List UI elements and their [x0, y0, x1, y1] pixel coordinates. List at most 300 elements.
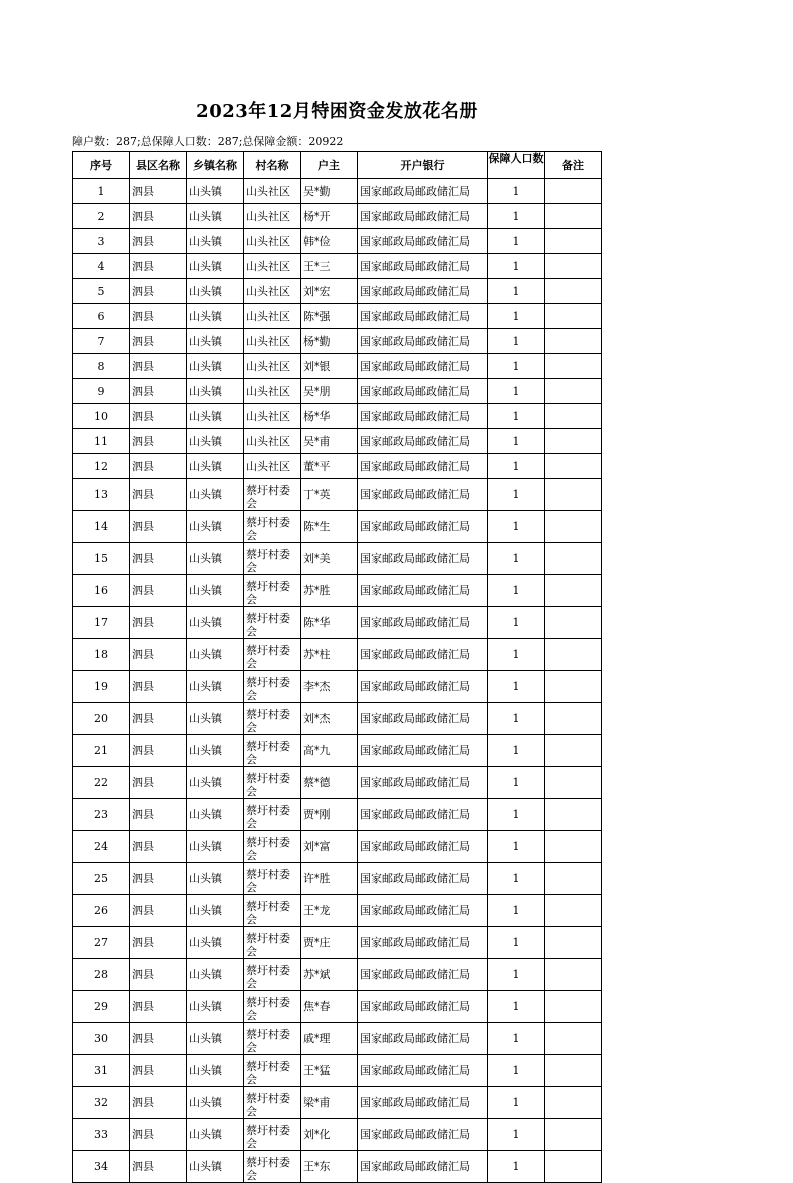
index-cell: 30	[73, 1023, 130, 1055]
householder-cell: 刘*富	[301, 831, 358, 863]
population-cell: 1	[488, 511, 545, 543]
population-cell: 1	[488, 543, 545, 575]
county-cell: 泗县	[130, 767, 187, 799]
town-cell: 山头镇	[187, 895, 244, 927]
town-cell: 山头镇	[187, 329, 244, 354]
remarks-cell	[545, 229, 602, 254]
county-cell: 泗县	[130, 511, 187, 543]
bank-cell: 国家邮政局邮政储汇局	[358, 1023, 488, 1055]
population-cell: 1	[488, 254, 545, 279]
village-cell: 蔡圩村委会	[244, 671, 301, 703]
town-cell: 山头镇	[187, 304, 244, 329]
town-cell: 山头镇	[187, 404, 244, 429]
remarks-cell	[545, 959, 602, 991]
householder-cell: 蔡*德	[301, 767, 358, 799]
town-cell: 山头镇	[187, 959, 244, 991]
householder-cell: 吴*勤	[301, 179, 358, 204]
population-cell: 1	[488, 671, 545, 703]
bank-cell: 国家邮政局邮政储汇局	[358, 799, 488, 831]
householder-cell: 高*九	[301, 735, 358, 767]
village-cell: 蔡圩村委会	[244, 1119, 301, 1151]
householder-cell: 刘*化	[301, 1119, 358, 1151]
householder-cell: 董*平	[301, 454, 358, 479]
county-cell: 泗县	[130, 404, 187, 429]
county-cell: 泗县	[130, 575, 187, 607]
index-cell: 2	[73, 204, 130, 229]
index-cell: 25	[73, 863, 130, 895]
table-header-row	[73, 152, 602, 179]
town-cell: 山头镇	[187, 429, 244, 454]
village-cell: 蔡圩村委会	[244, 831, 301, 863]
index-cell: 11	[73, 429, 130, 454]
village-cell: 蔡圩村委会	[244, 1151, 301, 1183]
village-cell: 蔡圩村委会	[244, 575, 301, 607]
population-cell: 1	[488, 179, 545, 204]
householder-cell: 王*龙	[301, 895, 358, 927]
remarks-cell	[545, 543, 602, 575]
index-cell: 12	[73, 454, 130, 479]
index-cell: 19	[73, 671, 130, 703]
village-cell: 山头社区	[244, 354, 301, 379]
remarks-cell	[545, 279, 602, 304]
remarks-cell	[545, 179, 602, 204]
town-cell: 山头镇	[187, 1055, 244, 1087]
village-cell: 蔡圩村委会	[244, 927, 301, 959]
population-cell: 1	[488, 454, 545, 479]
population-cell: 1	[488, 404, 545, 429]
county-cell: 泗县	[130, 895, 187, 927]
county-cell: 泗县	[130, 454, 187, 479]
index-cell: 15	[73, 543, 130, 575]
bank-cell: 国家邮政局邮政储汇局	[358, 607, 488, 639]
bank-cell: 国家邮政局邮政储汇局	[358, 767, 488, 799]
population-cell: 1	[488, 479, 545, 511]
table-row	[73, 1119, 602, 1151]
index-cell: 32	[73, 1087, 130, 1119]
householder-cell: 王*猛	[301, 1055, 358, 1087]
header-population: 保障人口数	[488, 152, 545, 179]
householder-cell: 贾*刚	[301, 799, 358, 831]
remarks-cell	[545, 479, 602, 511]
remarks-cell	[545, 329, 602, 354]
town-cell: 山头镇	[187, 831, 244, 863]
county-cell: 泗县	[130, 607, 187, 639]
index-cell: 17	[73, 607, 130, 639]
bank-cell: 国家邮政局邮政储汇局	[358, 671, 488, 703]
village-cell: 蔡圩村委会	[244, 959, 301, 991]
index-cell: 5	[73, 279, 130, 304]
bank-cell: 国家邮政局邮政储汇局	[358, 639, 488, 671]
remarks-cell	[545, 863, 602, 895]
population-cell: 1	[488, 229, 545, 254]
householder-cell: 刘*杰	[301, 703, 358, 735]
table-row	[73, 703, 602, 735]
remarks-cell	[545, 1119, 602, 1151]
householder-cell: 王*三	[301, 254, 358, 279]
householder-cell: 戚*理	[301, 1023, 358, 1055]
county-cell: 泗县	[130, 354, 187, 379]
county-cell: 泗县	[130, 831, 187, 863]
householder-cell: 韩*俭	[301, 229, 358, 254]
table-row	[73, 479, 602, 511]
bank-cell: 国家邮政局邮政储汇局	[358, 254, 488, 279]
county-cell: 泗县	[130, 543, 187, 575]
county-cell: 泗县	[130, 254, 187, 279]
bank-cell: 国家邮政局邮政储汇局	[358, 204, 488, 229]
county-cell: 泗县	[130, 1023, 187, 1055]
index-cell: 24	[73, 831, 130, 863]
table-row	[73, 767, 602, 799]
table-row	[73, 671, 602, 703]
village-cell: 蔡圩村委会	[244, 991, 301, 1023]
index-cell: 16	[73, 575, 130, 607]
town-cell: 山头镇	[187, 863, 244, 895]
index-cell: 4	[73, 254, 130, 279]
index-cell: 14	[73, 511, 130, 543]
page-title: 2023年12月特困资金发放花名册	[196, 101, 478, 122]
householder-cell: 丁*英	[301, 479, 358, 511]
bank-cell: 国家邮政局邮政储汇局	[358, 404, 488, 429]
index-cell: 33	[73, 1119, 130, 1151]
index-cell: 23	[73, 799, 130, 831]
remarks-cell	[545, 895, 602, 927]
remarks-cell	[545, 927, 602, 959]
village-cell: 蔡圩村委会	[244, 607, 301, 639]
bank-cell: 国家邮政局邮政储汇局	[358, 304, 488, 329]
table-row	[73, 204, 602, 229]
village-cell: 山头社区	[244, 404, 301, 429]
table-row	[73, 1055, 602, 1087]
index-cell: 6	[73, 304, 130, 329]
population-cell: 1	[488, 895, 545, 927]
bank-cell: 国家邮政局邮政储汇局	[358, 329, 488, 354]
bank-cell: 国家邮政局邮政储汇局	[358, 1055, 488, 1087]
population-cell: 1	[488, 1023, 545, 1055]
town-cell: 山头镇	[187, 229, 244, 254]
index-cell: 26	[73, 895, 130, 927]
householder-cell: 杨*勤	[301, 329, 358, 354]
remarks-cell	[545, 354, 602, 379]
remarks-cell	[545, 671, 602, 703]
index-cell: 34	[73, 1151, 130, 1183]
bank-cell: 国家邮政局邮政储汇局	[358, 991, 488, 1023]
village-cell: 蔡圩村委会	[244, 735, 301, 767]
table-row	[73, 959, 602, 991]
county-cell: 泗县	[130, 379, 187, 404]
householder-cell: 梁*甫	[301, 1087, 358, 1119]
bank-cell: 国家邮政局邮政储汇局	[358, 703, 488, 735]
remarks-cell	[545, 379, 602, 404]
householder-cell: 刘*宏	[301, 279, 358, 304]
bank-cell: 国家邮政局邮政储汇局	[358, 511, 488, 543]
town-cell: 山头镇	[187, 454, 244, 479]
bank-cell: 国家邮政局邮政储汇局	[358, 959, 488, 991]
householder-cell: 刘*银	[301, 354, 358, 379]
remarks-cell	[545, 254, 602, 279]
bank-cell: 国家邮政局邮政储汇局	[358, 454, 488, 479]
population-cell: 1	[488, 329, 545, 354]
town-cell: 山头镇	[187, 1119, 244, 1151]
village-cell: 山头社区	[244, 179, 301, 204]
table-row	[73, 799, 602, 831]
table-row	[73, 429, 602, 454]
header-householder: 户主	[301, 152, 358, 179]
bank-cell: 国家邮政局邮政储汇局	[358, 179, 488, 204]
remarks-cell	[545, 404, 602, 429]
population-cell: 1	[488, 863, 545, 895]
population-cell: 1	[488, 767, 545, 799]
town-cell: 山头镇	[187, 799, 244, 831]
population-cell: 1	[488, 1151, 545, 1183]
remarks-cell	[545, 1151, 602, 1183]
town-cell: 山头镇	[187, 1151, 244, 1183]
population-cell: 1	[488, 304, 545, 329]
table-row	[73, 639, 602, 671]
bank-cell: 国家邮政局邮政储汇局	[358, 479, 488, 511]
population-cell: 1	[488, 607, 545, 639]
population-cell: 1	[488, 735, 545, 767]
householder-cell: 吴*朋	[301, 379, 358, 404]
index-cell: 31	[73, 1055, 130, 1087]
county-cell: 泗县	[130, 179, 187, 204]
county-cell: 泗县	[130, 799, 187, 831]
county-cell: 泗县	[130, 927, 187, 959]
bank-cell: 国家邮政局邮政储汇局	[358, 863, 488, 895]
county-cell: 泗县	[130, 204, 187, 229]
town-cell: 山头镇	[187, 354, 244, 379]
town-cell: 山头镇	[187, 703, 244, 735]
county-cell: 泗县	[130, 304, 187, 329]
householder-cell: 杨*开	[301, 204, 358, 229]
village-cell: 山头社区	[244, 254, 301, 279]
index-cell: 7	[73, 329, 130, 354]
bank-cell: 国家邮政局邮政储汇局	[358, 1151, 488, 1183]
town-cell: 山头镇	[187, 543, 244, 575]
county-cell: 泗县	[130, 479, 187, 511]
householder-cell: 陈*强	[301, 304, 358, 329]
table-row	[73, 607, 602, 639]
table-row	[73, 991, 602, 1023]
village-cell: 蔡圩村委会	[244, 1023, 301, 1055]
header-town: 乡镇名称	[187, 152, 244, 179]
remarks-cell	[545, 511, 602, 543]
county-cell: 泗县	[130, 1119, 187, 1151]
householder-cell: 许*胜	[301, 863, 358, 895]
table-row	[73, 927, 602, 959]
town-cell: 山头镇	[187, 607, 244, 639]
remarks-cell	[545, 204, 602, 229]
index-cell: 18	[73, 639, 130, 671]
table-row	[73, 454, 602, 479]
householder-cell: 焦*春	[301, 991, 358, 1023]
householder-cell: 李*杰	[301, 671, 358, 703]
village-cell: 蔡圩村委会	[244, 799, 301, 831]
village-cell: 山头社区	[244, 429, 301, 454]
remarks-cell	[545, 454, 602, 479]
bank-cell: 国家邮政局邮政储汇局	[358, 1119, 488, 1151]
village-cell: 蔡圩村委会	[244, 1055, 301, 1087]
table-row	[73, 831, 602, 863]
village-cell: 蔡圩村委会	[244, 767, 301, 799]
bank-cell: 国家邮政局邮政储汇局	[358, 279, 488, 304]
bank-cell: 国家邮政局邮政储汇局	[358, 831, 488, 863]
village-cell: 蔡圩村委会	[244, 863, 301, 895]
village-cell: 蔡圩村委会	[244, 639, 301, 671]
table-row	[73, 543, 602, 575]
county-cell: 泗县	[130, 959, 187, 991]
remarks-cell	[545, 1023, 602, 1055]
town-cell: 山头镇	[187, 671, 244, 703]
county-cell: 泗县	[130, 279, 187, 304]
bank-cell: 国家邮政局邮政储汇局	[358, 229, 488, 254]
householder-cell: 苏*斌	[301, 959, 358, 991]
householder-cell: 刘*美	[301, 543, 358, 575]
remarks-cell	[545, 304, 602, 329]
bank-cell: 国家邮政局邮政储汇局	[358, 735, 488, 767]
village-cell: 山头社区	[244, 329, 301, 354]
table-row	[73, 863, 602, 895]
town-cell: 山头镇	[187, 511, 244, 543]
remarks-cell	[545, 607, 602, 639]
population-cell: 1	[488, 991, 545, 1023]
bank-cell: 国家邮政局邮政储汇局	[358, 354, 488, 379]
table-row	[73, 354, 602, 379]
town-cell: 山头镇	[187, 1023, 244, 1055]
table-row	[73, 1087, 602, 1119]
county-cell: 泗县	[130, 735, 187, 767]
index-cell: 10	[73, 404, 130, 429]
village-cell: 山头社区	[244, 454, 301, 479]
village-cell: 蔡圩村委会	[244, 543, 301, 575]
town-cell: 山头镇	[187, 639, 244, 671]
population-cell: 1	[488, 379, 545, 404]
remarks-cell	[545, 799, 602, 831]
town-cell: 山头镇	[187, 254, 244, 279]
householder-cell: 陈*华	[301, 607, 358, 639]
population-cell: 1	[488, 575, 545, 607]
population-cell: 1	[488, 1119, 545, 1151]
index-cell: 28	[73, 959, 130, 991]
population-cell: 1	[488, 1087, 545, 1119]
population-cell: 1	[488, 639, 545, 671]
header-index: 序号	[73, 152, 130, 179]
town-cell: 山头镇	[187, 575, 244, 607]
index-cell: 3	[73, 229, 130, 254]
village-cell: 蔡圩村委会	[244, 895, 301, 927]
index-cell: 27	[73, 927, 130, 959]
remarks-cell	[545, 429, 602, 454]
index-cell: 21	[73, 735, 130, 767]
bank-cell: 国家邮政局邮政储汇局	[358, 379, 488, 404]
population-cell: 1	[488, 927, 545, 959]
table-row	[73, 229, 602, 254]
town-cell: 山头镇	[187, 479, 244, 511]
county-cell: 泗县	[130, 639, 187, 671]
county-cell: 泗县	[130, 1151, 187, 1183]
householder-cell: 贾*庄	[301, 927, 358, 959]
village-cell: 蔡圩村委会	[244, 511, 301, 543]
index-cell: 9	[73, 379, 130, 404]
householder-cell: 苏*柱	[301, 639, 358, 671]
table-row	[73, 279, 602, 304]
village-cell: 山头社区	[244, 204, 301, 229]
remarks-cell	[545, 1087, 602, 1119]
population-cell: 1	[488, 831, 545, 863]
village-cell: 山头社区	[244, 279, 301, 304]
town-cell: 山头镇	[187, 991, 244, 1023]
summary-line: 障户数：287;总保障人口数：287;总保障金额：20922	[72, 135, 344, 148]
remarks-cell	[545, 703, 602, 735]
householder-cell: 陈*生	[301, 511, 358, 543]
bank-cell: 国家邮政局邮政储汇局	[358, 575, 488, 607]
index-cell: 20	[73, 703, 130, 735]
county-cell: 泗县	[130, 991, 187, 1023]
table-row	[73, 404, 602, 429]
town-cell: 山头镇	[187, 204, 244, 229]
county-cell: 泗县	[130, 703, 187, 735]
village-cell: 蔡圩村委会	[244, 479, 301, 511]
county-cell: 泗县	[130, 329, 187, 354]
town-cell: 山头镇	[187, 179, 244, 204]
town-cell: 山头镇	[187, 927, 244, 959]
remarks-cell	[545, 991, 602, 1023]
village-cell: 山头社区	[244, 229, 301, 254]
county-cell: 泗县	[130, 429, 187, 454]
population-cell: 1	[488, 959, 545, 991]
village-cell: 山头社区	[244, 379, 301, 404]
table-row	[73, 254, 602, 279]
town-cell: 山头镇	[187, 279, 244, 304]
county-cell: 泗县	[130, 1055, 187, 1087]
table-row	[73, 379, 602, 404]
town-cell: 山头镇	[187, 1087, 244, 1119]
recipient-table	[72, 151, 602, 1183]
table-row	[73, 511, 602, 543]
remarks-cell	[545, 639, 602, 671]
householder-cell: 杨*华	[301, 404, 358, 429]
remarks-cell	[545, 831, 602, 863]
table-row	[73, 179, 602, 204]
bank-cell: 国家邮政局邮政储汇局	[358, 927, 488, 959]
bank-cell: 国家邮政局邮政储汇局	[358, 543, 488, 575]
table-row	[73, 1151, 602, 1183]
householder-cell: 苏*胜	[301, 575, 358, 607]
remarks-cell	[545, 575, 602, 607]
header-county: 县区名称	[130, 152, 187, 179]
header-remarks: 备注	[545, 152, 602, 179]
header-village: 村名称	[244, 152, 301, 179]
town-cell: 山头镇	[187, 735, 244, 767]
table-row	[73, 735, 602, 767]
population-cell: 1	[488, 279, 545, 304]
county-cell: 泗县	[130, 863, 187, 895]
header-bank: 开户银行	[358, 152, 488, 179]
county-cell: 泗县	[130, 1087, 187, 1119]
table-row	[73, 304, 602, 329]
index-cell: 22	[73, 767, 130, 799]
table-row	[73, 575, 602, 607]
population-cell: 1	[488, 1055, 545, 1087]
bank-cell: 国家邮政局邮政储汇局	[358, 1087, 488, 1119]
remarks-cell	[545, 1055, 602, 1087]
population-cell: 1	[488, 354, 545, 379]
remarks-cell	[545, 767, 602, 799]
town-cell: 山头镇	[187, 379, 244, 404]
village-cell: 蔡圩村委会	[244, 703, 301, 735]
county-cell: 泗县	[130, 671, 187, 703]
index-cell: 29	[73, 991, 130, 1023]
householder-cell: 吴*甫	[301, 429, 358, 454]
